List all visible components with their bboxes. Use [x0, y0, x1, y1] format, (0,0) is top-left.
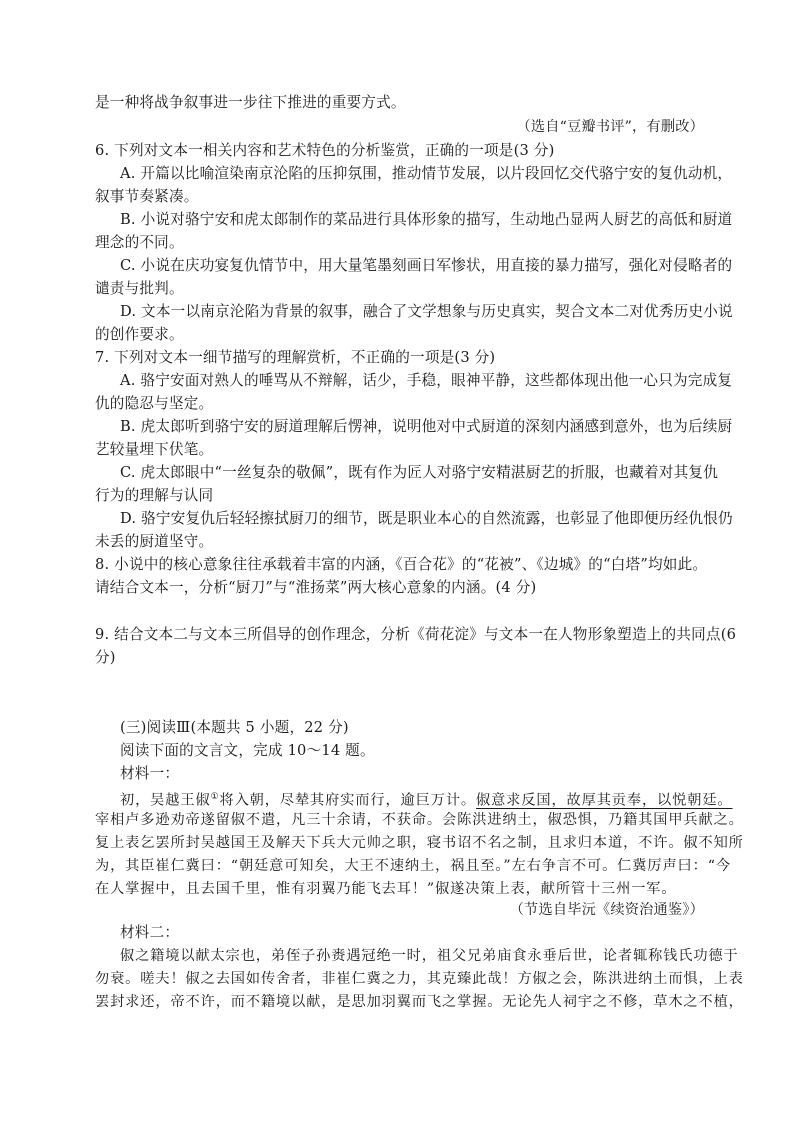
- question-7-stem: 7. 下列对文本一细节描写的理解赏析，不正确的一项是(3 分): [95, 349, 496, 366]
- q6-option-b: B. 小说对骆宁安和虎太郎制作的菜品进行具体形象的描写，生动地凸显两人厨艺的高低和厨道: [120, 211, 733, 228]
- q6-option-c-cont: 谴责与批判。: [95, 280, 184, 297]
- text-line: 是一种将战争叙事进一步往下推进的重要方式。: [95, 94, 406, 111]
- material-1-line: 宰相卢多逊劝帝遂留俶不遣，凡三十余请，不获命。会陈洪进纳土，俶恐惧，乃籍其国甲兵献之。: [95, 812, 744, 828]
- footnote-marker: ①: [210, 792, 220, 802]
- q7-option-b: B. 虎太郎听到骆宁安的厨道理解后愣神，说明他对中式厨道的深刻内涵感到意外，也为后续厨: [120, 418, 733, 435]
- source-citation: （选自“豆瓣书评”，有删改）: [516, 119, 704, 135]
- material-1-line: 在人掌握中，且去国千里，惟有羽翼乃能飞去耳！”俶遂决策上表，献所管十三州一军。: [95, 881, 677, 897]
- q7-option-c: C. 虎太郎眼中“一丝复杂的敬佩”，既有作为匠人对骆宁安精湛厨艺的折服，也藏着对其复仇: [120, 464, 719, 481]
- material-1-text: 初，吴越王俶: [120, 792, 211, 809]
- material-1-line: 为，其臣崔仁冀曰：“朝廷意可知矣，大王不速纳土，祸且至。”左右争言不可。仁冀厉声曰：“今: [95, 858, 731, 874]
- underlined-sentence: 俶意求反国，故厚其贡奉，以悦朝廷。: [476, 792, 733, 809]
- material-2-line: 罢封求还，帝不许，而不籍境以献，是思加羽翼而飞之掌握。无论先人祠宇之不修，草木之不植，: [95, 994, 744, 1010]
- q6-option-a-cont: 叙事节奏紧凑。: [95, 188, 199, 205]
- question-9-cont: 分): [95, 649, 116, 666]
- q7-option-d-cont: 未丢的厨道坚守。: [95, 533, 214, 550]
- question-9: 9. 结合文本二与文本三所倡导的创作理念，分析《荷花淀》与文本一在人物形象塑造上的共同点(6: [95, 626, 737, 643]
- material-2-line: 俶之籍境以献太宗也，弟侄子孙赉遇冠绝一时，祖父兄弟庙食永垂后世，论者辄称钱氏功德于: [120, 948, 739, 964]
- q7-option-a: A. 骆宁安面对熟人的唾骂从不辩解，话少，手稳，眼神平静，这些都体现出他一心只为完成复: [120, 372, 733, 389]
- material-1-label: 材料一：: [120, 765, 180, 782]
- material-1-text: 将入朝，尽辇其府实而行，逾巨万计。: [219, 792, 476, 809]
- material-2-line: 勿衰。嗟夫！俶之去国如传舍者，非崔仁冀之力，其克臻此哉！方俶之会，陈洪进纳土而惧，上表: [95, 971, 744, 987]
- section-3-title: (三)阅读Ⅲ(本题共 5 小题，22 分): [120, 719, 349, 736]
- material-1-line: 复上表乞罢所封吴越国王及解天下兵大元帅之职，寝书诏不名之制，且求归本道，不许。俶不知所: [95, 835, 744, 851]
- q6-option-c: C. 小说在庆功宴复仇情节中，用大量笔墨刻画日军惨状，用直接的暴力描写，强化对侵略者的: [120, 257, 733, 274]
- q7-option-b-cont: 艺较量埋下伏笔。: [95, 441, 214, 458]
- q6-option-d: D. 文本一以南京沦陷为背景的叙事，融合了文学想象与历史真实，契合文本二对优秀历史小说: [120, 303, 733, 320]
- q6-option-d-cont: 的创作要求。: [95, 326, 184, 343]
- material-1-source: （节选自毕沅《续资治通鉴》）: [509, 902, 704, 918]
- q7-option-c-cont: 行为的理解与认同: [95, 487, 214, 504]
- material-1-paragraph: [120, 786, 733, 812]
- question-6-stem: 6. 下列对文本一相关内容和艺术特色的分析鉴赏，正确的一项是(3 分): [95, 142, 555, 159]
- q7-option-d: D. 骆宁安复仇后轻轻擦拭厨刀的细节，既是职业本心的自然流露，也彰显了他即便历经仇恨仍: [120, 510, 733, 527]
- q7-option-a-cont: 仇的隐忍与坚定。: [95, 395, 214, 412]
- question-8-cont: 请结合文本一，分析“厨刀”与“淮扬菜”两大核心意象的内涵。(4 分): [95, 579, 537, 596]
- q6-option-b-cont: 理念的不同。: [95, 234, 184, 251]
- question-8: 8. 小说中的核心意象往往承载着丰富的内涵，《百合花》的“花被”、《边城》的“白塔”均如此。: [95, 556, 708, 573]
- q6-option-a: A. 开篇以比喻渲染南京沦陷的压抑氛围，推动情节发展，以片段回忆交代骆宁安的复仇动机，: [120, 165, 733, 182]
- section-3-instruction: 阅读下面的文言文，完成 10～14 题。: [120, 742, 375, 759]
- material-2-label: 材料二：: [120, 924, 180, 941]
